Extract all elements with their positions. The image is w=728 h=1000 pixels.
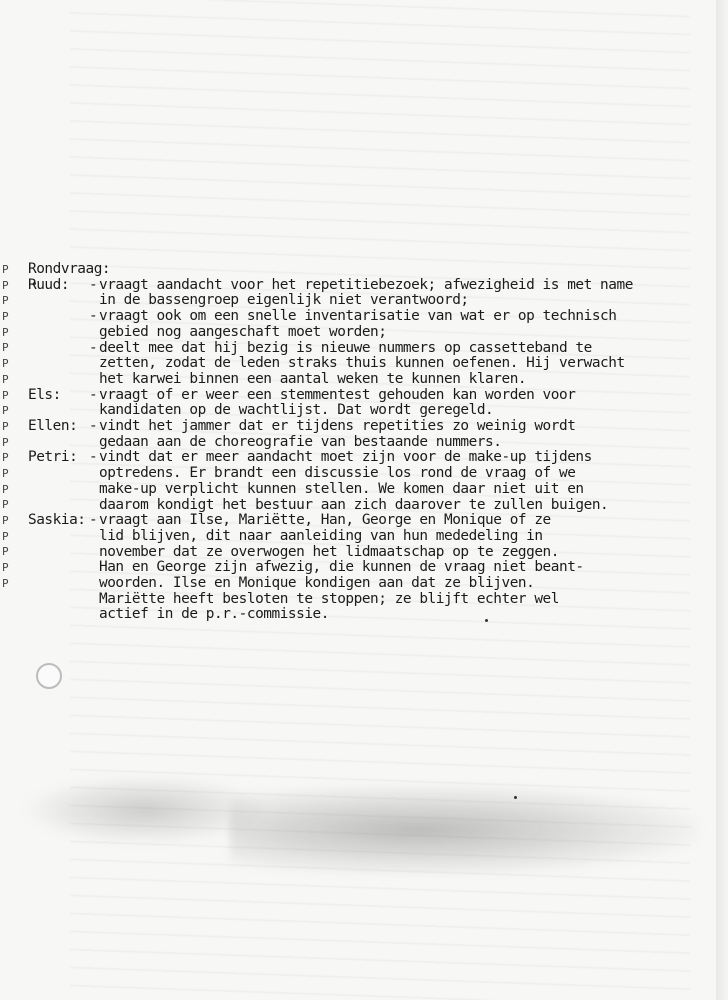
- margin-mark: P: [2, 310, 9, 324]
- margin-mark: P: [2, 561, 9, 575]
- entry-text: vraagt aandacht voor het repetitiebezoek; afwezigheid is met name in de bassengroep eigenlijk niet verantwoord;: [99, 276, 633, 309]
- speaker-name: Saskia:: [28, 512, 86, 529]
- entry-items: [89, 388, 668, 419]
- entry-text: vraagt aan Ilse, Mariëtte, Han, George en Monique of ze lid blijven, dit naar aanleiding van hun mededeling in november dat ze overwogen het lidmaatschap op te zeggen. Han en George zijn afwezig, die kunnen de vraag niet beant- woorden. Ilse en Monique kondigen aan dat ze blijven. Mariëtte heeft besloten te stoppen; ze blijft echter wel actief in de p.r.-commissie.: [99, 512, 584, 623]
- bullet-dash: -: [89, 386, 98, 403]
- margin-mark: P: [2, 372, 9, 386]
- bullet-dash: -: [89, 418, 98, 435]
- margin-mark: P: [2, 466, 9, 480]
- entry-item: [89, 419, 668, 450]
- entry-text: vraagt ook om een snelle inventarisatie van wat er op technisch gebied nog aangeschaft moet worden;: [99, 308, 617, 340]
- speaker-name: Petri:: [28, 449, 78, 466]
- margin-mark: P: [2, 357, 9, 371]
- speck: [514, 796, 517, 799]
- bullet-dash: -: [89, 339, 98, 356]
- margin-mark: P: [2, 576, 9, 590]
- margin-mark: P: [2, 498, 9, 512]
- entries-list: [28, 278, 668, 623]
- entry-text: vindt dat er meer aandacht moet zijn voor de make-up tijdens optredens. Er brandt een discussie los rond de vraag of we make-up verplicht kunnen stellen. We komen daar niet uit en daarom kondigt het bestuur aan zich daarover te zullen buigen.: [99, 449, 609, 513]
- entry-item: [89, 341, 668, 388]
- entry-item: [89, 513, 668, 623]
- punch-hole: [36, 663, 62, 689]
- margin-mark: P: [2, 514, 9, 527]
- entry-items: [89, 419, 668, 450]
- speaker-name: Ruud:: [28, 276, 70, 293]
- entry-item: [89, 309, 668, 340]
- minutes-section: [28, 262, 668, 623]
- entry-text: vindt het jammer dat er tijdens repetities zo weinig wordt gedaan aan de choreografie van bestaande nummers.: [99, 418, 576, 450]
- section-heading: Rondvraag:: [28, 261, 111, 277]
- margin-mark: P: [2, 294, 9, 308]
- entry-text: vraagt of er weer een stemmentest gehouden kan worden voor kandidaten op de wachtlijst. Dat wordt geregeld.: [99, 386, 576, 419]
- margin-mark: P: [2, 529, 9, 543]
- next-page-edge: [716, 0, 728, 1000]
- entry: [28, 419, 668, 450]
- bullet-dash: -: [89, 449, 98, 466]
- margin-mark: P: [2, 388, 9, 402]
- entry-items: [89, 278, 668, 388]
- margin-mark: P: [2, 341, 9, 355]
- margin-mark: P: [2, 325, 9, 339]
- bullet-dash: -: [89, 276, 98, 293]
- margin-mark: P: [2, 263, 9, 276]
- margin-marks: [2, 262, 14, 591]
- bullet-dash: -: [89, 308, 98, 325]
- margin-mark: P: [2, 451, 9, 465]
- margin-mark: P: [2, 278, 9, 292]
- entry: [28, 513, 668, 623]
- entry-text: deelt mee dat hij bezig is nieuwe nummers op cassetteband te zetten, zodat de leden straks thuis kunnen oefenen. Hij verwacht het karwei binnen een aantal weken te kunnen klaren.: [99, 339, 625, 387]
- entry-items: [89, 450, 668, 513]
- entry-item: [89, 388, 668, 419]
- entry-items: [89, 513, 668, 623]
- margin-mark: P: [2, 482, 9, 496]
- bullet-dash: -: [89, 512, 98, 529]
- copy-smudge: [230, 785, 700, 875]
- speaker-name: Ellen:: [28, 418, 78, 435]
- speaker-name: Els:: [28, 386, 61, 403]
- margin-mark: P: [2, 545, 9, 559]
- entry: [28, 278, 668, 388]
- margin-mark: P: [2, 435, 9, 449]
- copy-smudge-left: [20, 775, 270, 845]
- margin-mark: P: [2, 419, 9, 433]
- entry: [28, 388, 668, 419]
- entry: [28, 450, 668, 513]
- entry-item: [89, 278, 668, 309]
- entry-item: [89, 450, 668, 513]
- margin-mark: P: [2, 404, 9, 418]
